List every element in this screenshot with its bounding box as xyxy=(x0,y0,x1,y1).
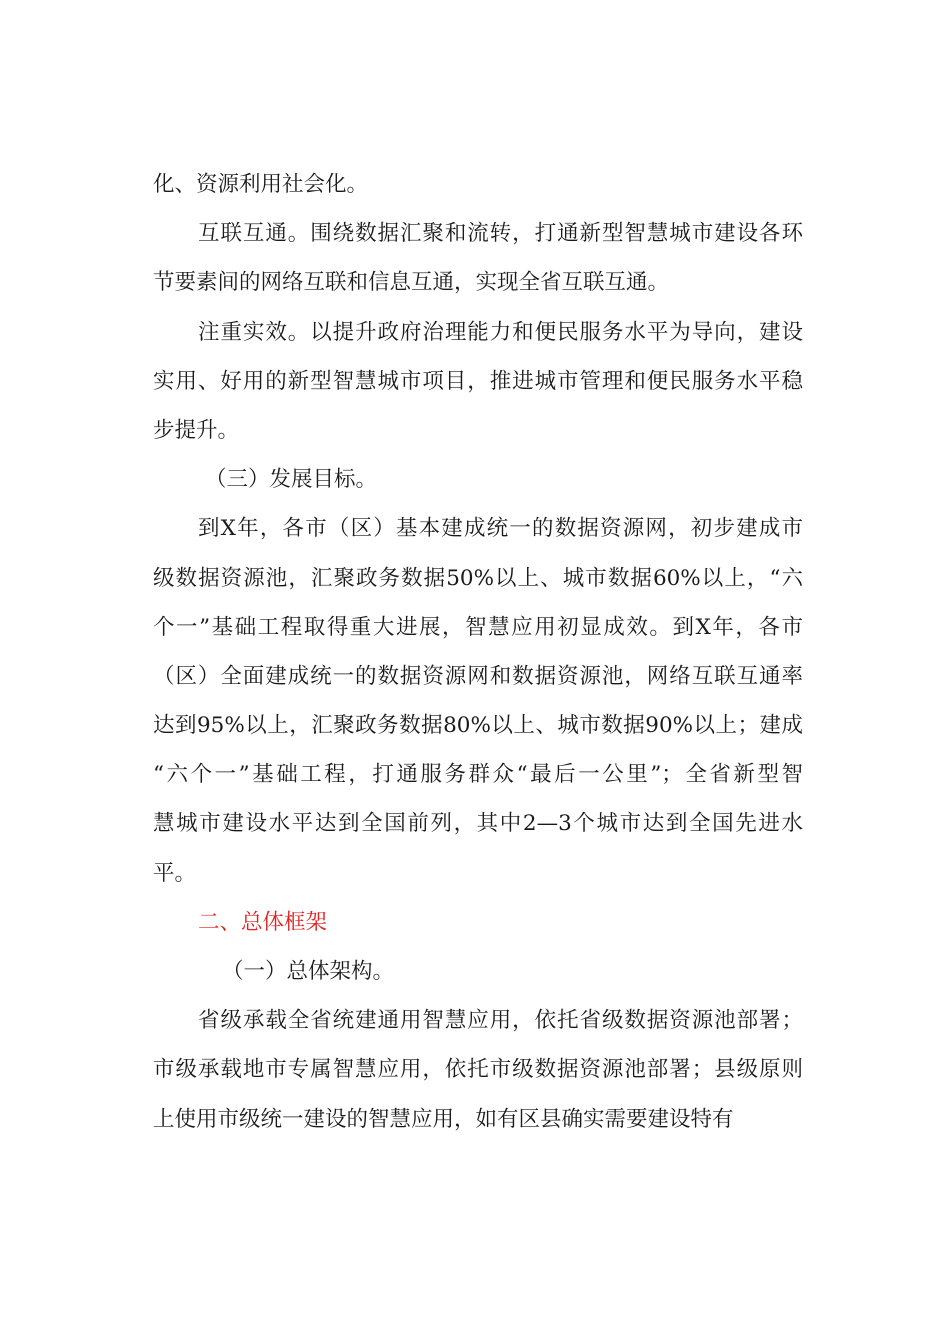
text-line: 化、资源利用社会化。 xyxy=(153,172,369,197)
section-heading-text: 二、总体框架 xyxy=(198,909,328,935)
subheading-overall-architecture xyxy=(153,947,803,996)
text-line: 级数据资源池，汇聚政务数据50%以上、城市数据60%以上，“六 xyxy=(153,565,803,591)
text-line: 个一”基础工程取得重大进展，智慧应用初显成效。到X年，各市 xyxy=(153,614,803,640)
subheading-development-goals xyxy=(153,455,803,504)
text-line: （区）全面建成统一的数据资源网和数据资源池，网络互联互通率 xyxy=(153,663,803,689)
text-line: 平。 xyxy=(153,860,197,886)
document-body xyxy=(153,160,803,1144)
text-line: 实用、好用的新型智慧城市项目，推进城市管理和便民服务水平稳 xyxy=(153,368,803,394)
paragraph-continuation xyxy=(153,160,803,209)
text-line: “六个一”基础工程，打通服务群众“最后一公里”；全省新型智 xyxy=(153,762,803,788)
text-line: 省级承载全省统建通用智慧应用，依托省级数据资源池部署； xyxy=(198,1008,803,1034)
paragraph-effectiveness xyxy=(153,308,803,456)
text-line: 注重实效。以提升政府治理能力和便民服务水平为导向，建设 xyxy=(198,319,803,345)
text-line: 节要素间的网络互联和信息互通，实现全省互联互通。 xyxy=(153,270,670,296)
text-line: 达到95%以上，汇聚政务数据80%以上、城市数据90%以上；建成 xyxy=(153,713,803,739)
section-heading-overall-framework xyxy=(153,898,803,947)
text-line: 步提升。 xyxy=(153,417,240,443)
paragraph-goals xyxy=(153,504,803,898)
paragraph-interconnect xyxy=(153,209,803,307)
text-line: 互联互通。围绕数据汇聚和流转，打通新型智慧城市建设各环 xyxy=(198,221,803,247)
text-line: 慧城市建设水平达到全国前列，其中2—3个城市达到全国先进水 xyxy=(153,811,803,837)
text-line: 市级承载地市专属智慧应用，依托市级数据资源池部署；县级原则 xyxy=(153,1057,803,1083)
text-line: 上使用市级统一建设的智慧应用，如有区县确实需要建设特有 xyxy=(153,1106,734,1132)
paragraph-architecture xyxy=(153,996,803,1144)
text-line: 到X年，各市（区）基本建成统一的数据资源网，初步建成市 xyxy=(198,516,803,542)
subheading-text: （一）总体架构。 xyxy=(222,959,395,984)
subheading-text: （三）发展目标。 xyxy=(205,467,378,493)
